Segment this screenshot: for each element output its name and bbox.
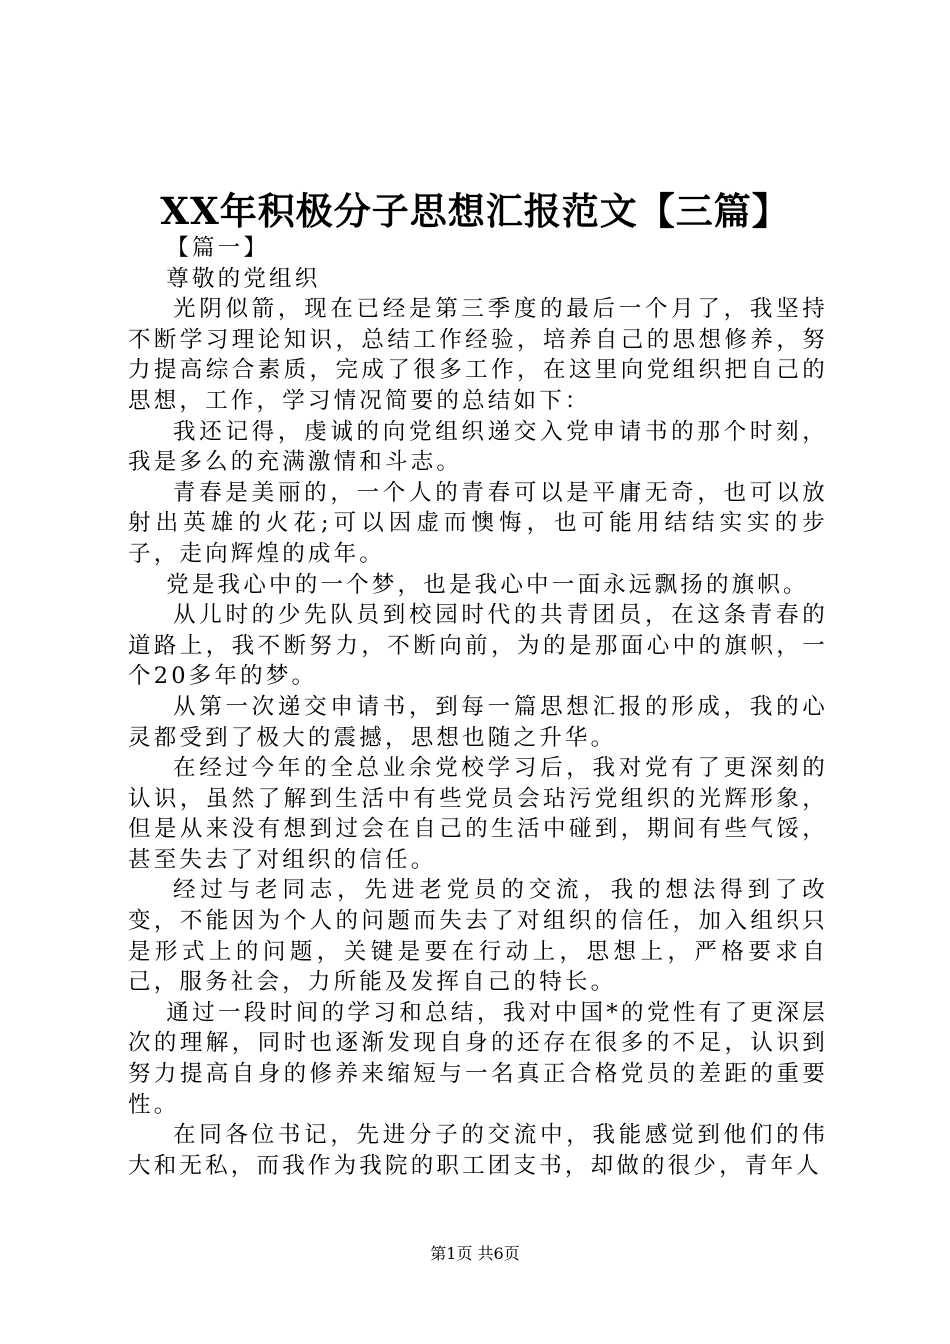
paragraph: 在经过今年的全总业余党校学习后，我对党有了更深刻的认识，虽然了解到生活中有些党员会玷污党组织的光辉形象，但是从来没有想到过会在自己的生活中碰到，期间有些气馁，甚至失去了对组织的信任。 bbox=[128, 755, 828, 873]
paragraph: 我还记得，虔诚的向党组织递交入党申请书的那个时刻，我是多么的充满激情和斗志。 bbox=[128, 418, 828, 476]
document-title: XX年积极分子思想汇报范文【三篇】 bbox=[160, 189, 790, 233]
paragraph: 党是我心中的一个梦，也是我心中一面永远飘扬的旗帜。 bbox=[166, 571, 809, 598]
paragraph: 青春是美丽的，一个人的青春可以是平庸无奇，也可以放射出英雄的火花;可以因虚而懊悔，也可能用结结实实的步子，走向辉煌的成年。 bbox=[128, 479, 828, 567]
paragraph: 经过与老同志，先进老党员的交流，我的想法得到了改变，不能因为个人的问题而失去了对组织的信任，加入组织只是形式上的问题，关键是要在行动上，思想上，严格要求自己，服务社会，力所能及发挥自己的特长。 bbox=[128, 877, 828, 996]
page-footer: 第1页 共6页 bbox=[430, 1244, 520, 1263]
paragraph: 从儿时的少先队员到校园时代的共青团员，在这条青春的道路上，我不断努力，不断向前，为的是那面心中的旗帜，一个20多年的梦。 bbox=[128, 602, 828, 690]
paragraph: 在同各位书记，先进分子的交流中，我能感觉到他们的伟大和无私，而我作为我院的职工团支书，却做的很少，青年人 bbox=[128, 1122, 828, 1179]
paragraph: 通过一段时间的学习和总结，我对中国*的党性有了更深层次的理解，同时也逐渐发现自身的还存在很多的不足，认识到努力提高自身的修养来缩短与一名真正合格党员的差距的重要性。 bbox=[128, 999, 828, 1118]
section-heading: 【篇一】 bbox=[166, 235, 270, 261]
salutation: 尊敬的党组织 bbox=[166, 265, 321, 292]
paragraph: 光阴似箭，现在已经是第三季度的最后一个月了，我坚持不断学习理论知识，总结工作经验，培养自己的思想修养，努力提高综合素质，完成了很多工作，在这里向党组织把自己的思想，工作，学习情况简要的总结如下： bbox=[128, 296, 828, 414]
paragraph: 从第一次递交申请书，到每一篇思想汇报的形成，我的心灵都受到了极大的震撼，思想也随之升华。 bbox=[128, 693, 828, 751]
document-body bbox=[128, 233, 828, 1181]
